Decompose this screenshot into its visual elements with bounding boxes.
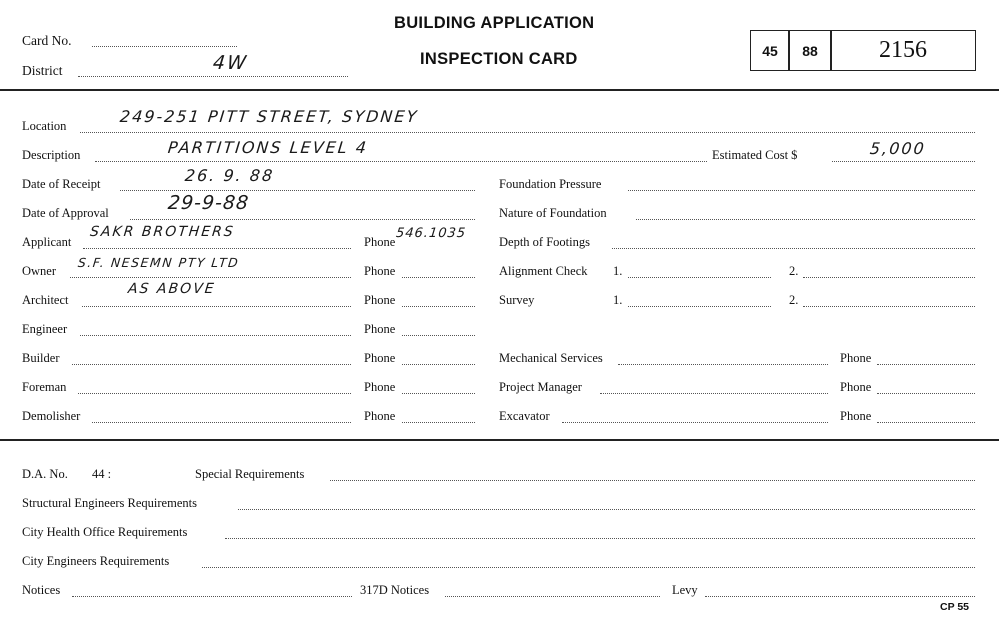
description-label: Description xyxy=(22,148,81,162)
card-number: 2156 xyxy=(879,37,927,63)
form-code: CP 55 xyxy=(940,601,969,613)
architect-label: Architect xyxy=(22,293,69,307)
special-req-label: Special Requirements xyxy=(195,467,305,481)
card-no-label: Card No. xyxy=(22,33,72,48)
applicant-label: Applicant xyxy=(22,235,72,249)
header-divider xyxy=(0,89,999,91)
owner-field[interactable] xyxy=(70,277,351,278)
foundation-pressure-field[interactable] xyxy=(628,190,975,191)
mechanical-label: Mechanical Services xyxy=(499,351,603,365)
mechanical-phone-label: Phone xyxy=(840,351,872,365)
year-box-1 xyxy=(750,30,790,71)
notices-317d-field[interactable] xyxy=(445,596,660,597)
levy-field[interactable] xyxy=(705,596,975,597)
excavator-field[interactable] xyxy=(562,422,828,423)
owner-phone-label: Phone xyxy=(364,264,396,278)
demolisher-phone-label: Phone xyxy=(364,409,396,423)
project-manager-field[interactable] xyxy=(600,393,828,394)
description-field[interactable] xyxy=(95,161,707,162)
district-value: 4W xyxy=(211,52,250,74)
survey-field-2[interactable] xyxy=(803,306,975,307)
special-req-field[interactable] xyxy=(330,480,975,481)
foreman-label: Foreman xyxy=(22,380,67,394)
survey-label: Survey xyxy=(499,293,535,307)
demolisher-label: Demolisher xyxy=(22,409,81,423)
project-manager-phone-label: Phone xyxy=(840,380,872,394)
nature-foundation-label: Nature of Foundation xyxy=(499,206,607,220)
estimated-cost-value: 5,000 xyxy=(869,139,927,158)
nature-foundation-field[interactable] xyxy=(636,219,975,220)
architect-phone-field[interactable] xyxy=(402,306,475,307)
depth-footings-field[interactable] xyxy=(612,248,975,249)
estimated-cost-field[interactable] xyxy=(832,161,975,162)
description-value: PARTITIONS LEVEL 4 xyxy=(167,138,369,157)
foreman-field[interactable] xyxy=(78,393,351,394)
depth-footings-label: Depth of Footings xyxy=(499,235,590,249)
alignment-check-num-1: 1. xyxy=(613,264,623,278)
owner-value: S.F. NESEMN PTY LTD xyxy=(77,255,241,270)
location-field[interactable] xyxy=(80,132,975,133)
excavator-phone-field[interactable] xyxy=(877,422,975,423)
alignment-check-num-2: 2. xyxy=(789,264,799,278)
alignment-check-label: Alignment Check xyxy=(499,264,588,278)
date-receipt-field[interactable] xyxy=(120,190,475,191)
applicant-field[interactable] xyxy=(83,248,351,249)
year-box-2-value: 88 xyxy=(802,42,818,59)
notices-label: Notices xyxy=(22,583,61,597)
footer-divider xyxy=(0,439,999,441)
notices-field[interactable] xyxy=(72,596,352,597)
survey-num-1: 1. xyxy=(613,293,623,307)
mechanical-phone-field[interactable] xyxy=(877,364,975,365)
demolisher-phone-field[interactable] xyxy=(402,422,475,423)
date-receipt-label: Date of Receipt xyxy=(22,177,101,191)
health-req-field[interactable] xyxy=(225,538,975,539)
notices-317d-label: 317D Notices xyxy=(360,583,430,597)
demolisher-field[interactable] xyxy=(92,422,351,423)
engineer-label: Engineer xyxy=(22,322,68,336)
levy-label: Levy xyxy=(672,583,698,597)
applicant-value: SAKR BROTHERS xyxy=(89,224,236,240)
location-label: Location xyxy=(22,119,67,133)
date-receipt-value: 26. 9. 88 xyxy=(184,166,276,185)
foreman-phone-field[interactable] xyxy=(402,393,475,394)
builder-field[interactable] xyxy=(72,364,351,365)
card-no-field[interactable] xyxy=(92,46,237,47)
project-manager-label: Project Manager xyxy=(499,380,582,394)
alignment-check-field-1[interactable] xyxy=(628,277,771,278)
engineer-field[interactable] xyxy=(80,335,351,336)
da-no-value: 44 : xyxy=(92,467,112,481)
architect-value: AS ABOVE xyxy=(127,281,217,297)
builder-label: Builder xyxy=(22,351,60,365)
architect-phone-label: Phone xyxy=(364,293,396,307)
owner-phone-field[interactable] xyxy=(402,277,475,278)
date-approval-field[interactable] xyxy=(130,219,475,220)
health-req-label: City Health Office Requirements xyxy=(22,525,188,539)
card-number-box xyxy=(830,30,976,71)
date-approval-value: 29-9-88 xyxy=(166,192,251,214)
excavator-phone-label: Phone xyxy=(840,409,872,423)
foreman-phone-label: Phone xyxy=(364,380,396,394)
applicant-phone-label: Phone xyxy=(364,235,396,249)
builder-phone-field[interactable] xyxy=(402,364,475,365)
structural-req-field[interactable] xyxy=(238,509,975,510)
alignment-check-field-2[interactable] xyxy=(803,277,975,278)
city-eng-req-field[interactable] xyxy=(202,567,975,568)
location-value: 249-251 PITT STREET, SYDNEY xyxy=(119,107,420,126)
survey-field-1[interactable] xyxy=(628,306,771,307)
foundation-pressure-label: Foundation Pressure xyxy=(499,177,602,191)
architect-field[interactable] xyxy=(82,306,351,307)
year-box-2 xyxy=(788,30,832,71)
applicant-phone-value: 546.1035 xyxy=(395,226,467,241)
structural-req-label: Structural Engineers Requirements xyxy=(22,496,197,510)
estimated-cost-label: Estimated Cost $ xyxy=(712,148,798,162)
city-eng-req-label: City Engineers Requirements xyxy=(22,554,170,568)
card-title-line1: BUILDING APPLICATION xyxy=(394,14,595,32)
builder-phone-label: Phone xyxy=(364,351,396,365)
card-title-line2: INSPECTION CARD xyxy=(420,50,578,68)
date-approval-label: Date of Approval xyxy=(22,206,109,220)
owner-label: Owner xyxy=(22,264,57,278)
district-field[interactable] xyxy=(78,76,348,77)
survey-num-2: 2. xyxy=(789,293,799,307)
mechanical-field[interactable] xyxy=(618,364,828,365)
engineer-phone-label: Phone xyxy=(364,322,396,336)
engineer-phone-field[interactable] xyxy=(402,335,475,336)
year-box-1-value: 45 xyxy=(762,42,778,59)
district-label: District xyxy=(22,63,63,78)
project-manager-phone-field[interactable] xyxy=(877,393,975,394)
da-no-label: D.A. No. xyxy=(22,467,68,481)
excavator-label: Excavator xyxy=(499,409,550,423)
